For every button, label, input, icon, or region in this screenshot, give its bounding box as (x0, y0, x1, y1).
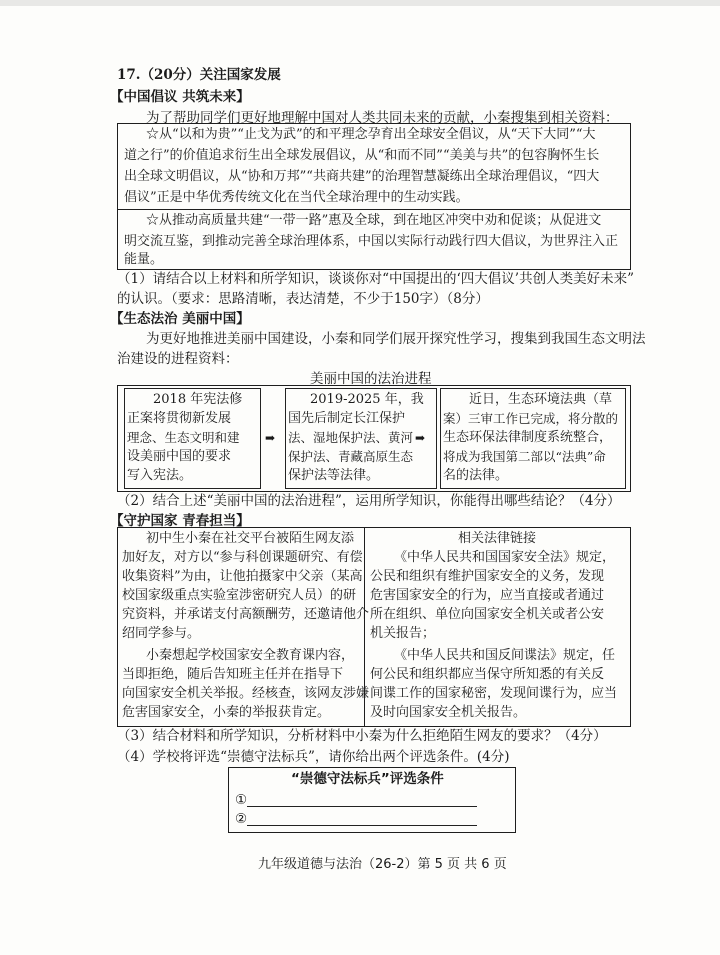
law-text: 公民和组织有维护国家安全的义务，发现 (370, 569, 605, 584)
law-text: 《中华人民共和国反间谍法》规定，任 (394, 648, 616, 663)
flow-step-text: 设美丽中国的要求 (127, 449, 232, 464)
question-title: 17.（20分）关注国家发展 (117, 67, 281, 83)
flow-step-3 (440, 388, 626, 489)
case-text: 向国家安全机关举报。经核查，该网友涉嫌 (122, 686, 370, 701)
section2-intro: 为更好地推进美丽中国建设，小秦和同学们展开探究性学习，搜集到我国生态文明法 (146, 331, 646, 347)
flow-step-text: 写入宪法。 (127, 468, 193, 483)
case-text: 加好友，对方以“参与科创课题研究、有偿 (122, 550, 363, 565)
flow-step-text: 案）三审工作已完成，将分散的 (443, 411, 619, 426)
box-a-line: 道之行”的价值追求衍生出全球发展倡议，从“和而不同”“美美与共”的包容胸怀生长 (124, 148, 600, 163)
law-text: 及时向国家安全机关报告。 (370, 705, 527, 720)
section3-heading: 【守护国家 青春担当】 (110, 513, 250, 529)
flow-step-text: 生态环保法律制度系统整合， (443, 430, 613, 445)
flow-container (117, 385, 631, 492)
case-text: 校国家级重点实验室涉密研究人员）的研 (122, 588, 357, 603)
criteria-title: “崇德守法标兵”评选条件 (291, 771, 444, 787)
case-text: 初中生小秦在社交平台被陌生网友添 (146, 531, 355, 546)
section1-intro: 为了帮助同学们更好地理解中国对人类共同未来的贡献，小秦搜集到相关资料： (146, 110, 619, 126)
section1-heading: 【中国倡议 共筑未来】 (110, 89, 250, 105)
law-text: 所在组织、单位向国家安全机关或者公安 (370, 607, 605, 622)
law-text: 危害国家安全的行为，应当直接或者通过 (370, 588, 605, 603)
law-text: 《中华人民共和国国家安全法》规定， (394, 550, 616, 565)
criteria-marker: ① (235, 792, 248, 808)
criteria-item-2 (235, 810, 477, 828)
q4: （4）学校将评选“崇德守法标兵”，请你给出两个评选条件。(4分) (117, 749, 510, 765)
page-footer: 九年级道德与法治（26-2）第 5 页 共 6 页 (258, 857, 507, 872)
material-box-a (117, 123, 631, 270)
law-text: 机关报告； (370, 626, 436, 641)
section2-heading: 【生态法治 美丽中国】 (110, 311, 250, 327)
flow-step-text: 2019-2025 年，我 (310, 392, 424, 407)
flow-step-text: 2018 年宪法修 (153, 392, 243, 407)
criteria-item-1 (235, 791, 477, 809)
case-text: 收集资料”为由，让他拍摄家中父亲（某高 (122, 569, 363, 584)
case-text: 小秦想起学校国家安全教育课内容， (146, 648, 355, 663)
case-text: 危害国家安全，小秦的举报获肯定。 (122, 705, 331, 720)
q3: （3）结合材料和所学知识，分析材料中小秦为什么拒绝陌生网友的要求？（4分） (117, 728, 607, 744)
q2: （2）结合上述“美丽中国的法治进程”，运用所学知识，你能得出哪些结论？（4分） (117, 493, 621, 509)
box-a-line: 倡议”正是中华优秀传统文化在当代全球治理中的生动实践。 (124, 190, 469, 205)
law-text: 间谍工作的国家秘密，发现间谍行为，应当 (370, 686, 618, 701)
criteria-box (228, 767, 516, 833)
answer-line[interactable] (247, 813, 477, 826)
flow-step-text: 国先后制定长江保护 (288, 411, 406, 426)
flow-title: 美丽中国的法治进程 (310, 371, 432, 387)
law-text: 何公民和组织都应当保守所知悉的有关反 (370, 667, 605, 682)
scan-top-edge (0, 0, 720, 6)
criteria-marker: ② (235, 811, 248, 827)
box-a-line: ☆从“以和为贵”“止戈为武”的和平理念孕育出全球安全倡议，从“天下大同”“大 (146, 127, 596, 142)
flow-step-1 (124, 388, 261, 489)
box-a-line: 出全球文明倡议，从“协和万邦”“共商共建”的治理智慧凝练出全球治理倡议，“四大 (124, 169, 600, 184)
flow-step-text: 将成为我国第二部以“法典”命 (443, 449, 606, 464)
case-text: 绍同学参与。 (122, 626, 201, 641)
case-text: 究资料，并承诺支付高额酬劳，还邀请他介 (122, 607, 370, 622)
flow-step-text: 保护法等法律。 (288, 468, 380, 483)
flow-step-text: 法、湿地保护法、黄河 (288, 430, 414, 445)
section2-intro: 治建设的进程资料： (117, 351, 239, 367)
q1-line: （1）请结合以上材料和所学知识，谈谈你对“中国提出的‘四大倡议’共创人类美好未来” (117, 271, 634, 287)
box-b-line: ☆从推动高质量共建“一带一路”惠及全球，到在地区冲突中劝和促谈；从促进文 (146, 213, 602, 228)
flow-step-text: 保护法、青藏高原生态 (288, 449, 414, 464)
answer-line[interactable] (247, 794, 477, 807)
box-b-line: 能量。 (124, 252, 164, 267)
case-text: 当即拒绝，随后告知班主任并在指导下 (122, 667, 344, 682)
law-title: 相关法律链接 (458, 531, 537, 546)
arrow-right-icon: ➡ (415, 431, 426, 445)
flow-step-text: 名的法律。 (443, 468, 509, 483)
box-b-line: 明交流互鉴，到推动完善全球治理体系，中国以实际行动践行四大倡议，为世界注入正 (124, 234, 619, 249)
q1-line: 的认识。（要求：思路清晰，表达清楚，不少于150字）（8分） (117, 291, 489, 307)
arrow-right-icon: ➡ (265, 431, 276, 445)
flow-step-text: 正案将贯彻新发展 (127, 411, 232, 426)
flow-step-text: 理念、生态文明和建 (127, 430, 240, 445)
case-table (117, 527, 631, 727)
flow-step-text: 近日，生态环境法典（草 (469, 392, 613, 407)
